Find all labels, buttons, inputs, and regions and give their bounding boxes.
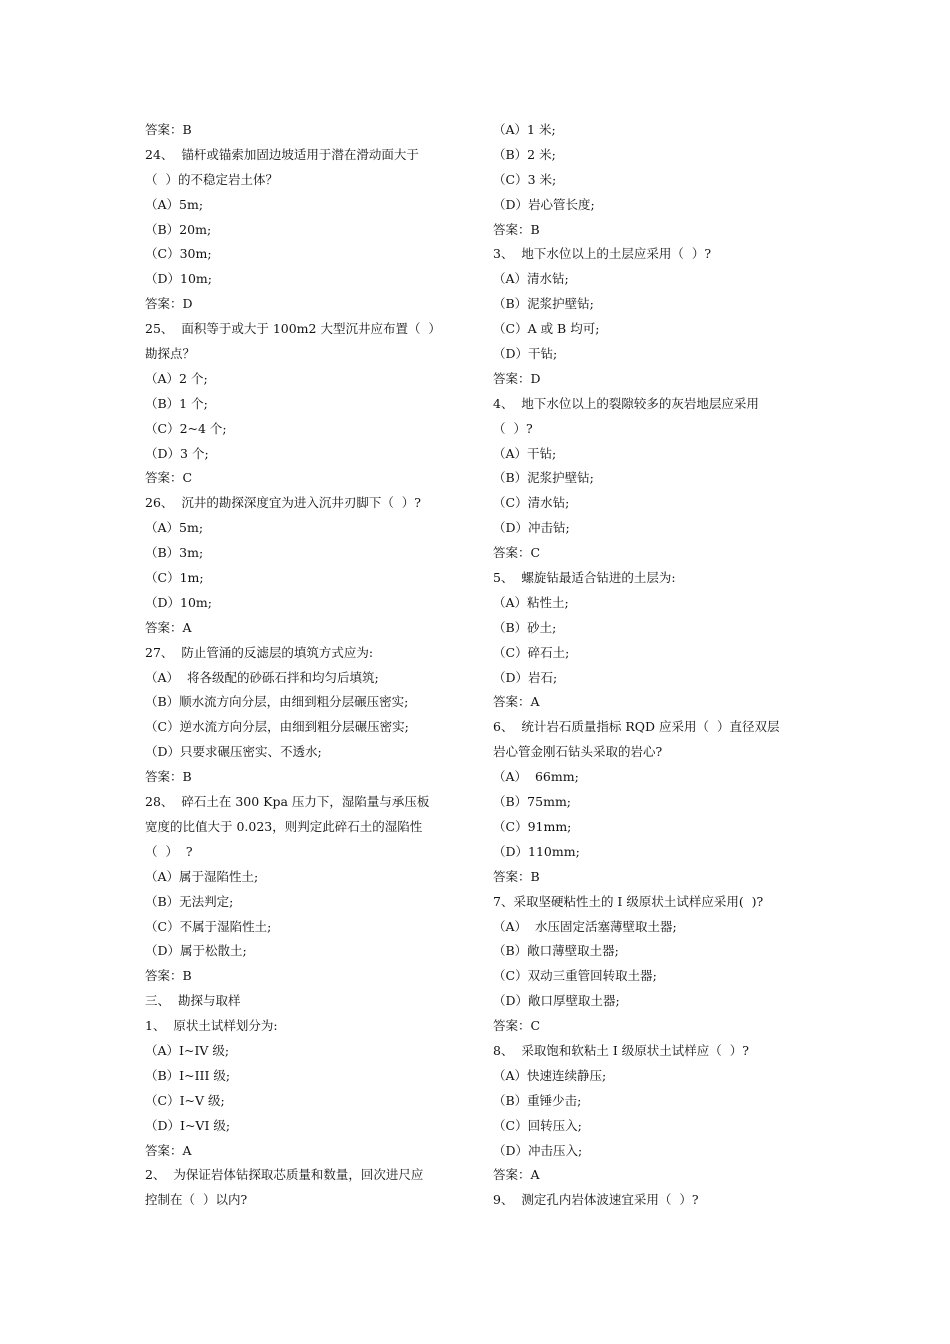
text-line: 24、 锚杆或锚索加固边坡适用于潜在滑动面大于	[145, 146, 419, 162]
text-line: （D）属于松散土;	[145, 943, 247, 959]
text-line: 三、 勘探与取样	[145, 993, 241, 1009]
text-line: （A）2 个;	[145, 370, 208, 386]
text-line: （D）岩石;	[493, 669, 558, 685]
text-line: （D）干钻;	[493, 346, 558, 362]
text-line: （D）只要求碾压密实、不透水;	[145, 744, 322, 760]
text-line: 4、 地下水位以上的裂隙较多的灰岩地层应采用	[493, 395, 759, 411]
text-line: （ ）?	[493, 420, 533, 436]
text-line: 7、采取坚硬粘性土的 I 级原状土试样应采用( )?	[493, 893, 764, 909]
text-line: （D）I~VI 级;	[145, 1117, 231, 1133]
text-line: （C）碎石土;	[493, 644, 570, 660]
text-line: （C）30m;	[145, 246, 212, 262]
text-line: （D）冲击压入;	[493, 1142, 583, 1158]
right-column	[493, 118, 813, 1213]
text-line: 2、 为保证岩体钻探取芯质量和数量，回次进尺应	[145, 1167, 424, 1183]
text-line: （A） 66mm;	[493, 769, 579, 785]
text-line: （ ） ?	[145, 843, 193, 859]
text-line: （B）无法判定;	[145, 893, 234, 909]
text-line: 26、 沉井的勘探深度宜为进入沉井刃脚下（ ）?	[145, 495, 422, 511]
text-line: （A）干钻;	[493, 445, 557, 461]
text-line: （A）属于湿陷性土;	[145, 868, 259, 884]
text-line: （B）I~III 级;	[145, 1067, 231, 1083]
text-line: （B）泥浆护壁钻;	[493, 470, 594, 486]
text-line: （C）逆水流方向分层，由细到粗分层碾压密实;	[145, 719, 409, 735]
text-line: 控制在（ ）以内?	[145, 1192, 248, 1208]
text-line: （D）岩心管长度;	[493, 196, 595, 212]
text-line: （B）3m;	[145, 545, 204, 561]
text-line: （B）顺水流方向分层，由细到粗分层碾压密实;	[145, 694, 409, 710]
text-line: 答案：D	[493, 370, 541, 386]
text-line: （A）粘性土;	[493, 594, 569, 610]
text-line: （A）清水钻;	[493, 271, 569, 287]
text-line: 25、 面积等于或大于 100m2 大型沉井应布置（ ）	[145, 321, 441, 337]
text-line: （B）2 米;	[493, 146, 556, 162]
text-line: 28、 碎石土在 300 Kpa 压力下，湿陷量与承压板	[145, 794, 430, 810]
text-line: 答案：B	[145, 968, 192, 984]
text-line: 答案：A	[145, 1142, 192, 1158]
text-line: （C）2~4 个;	[145, 420, 227, 436]
text-line: 5、 螺旋钻最适合钻进的土层为:	[493, 570, 676, 586]
text-line: （B）砂土;	[493, 619, 557, 635]
text-line: 答案：C	[493, 545, 541, 561]
text-line: （A）快速连续静压;	[493, 1067, 607, 1083]
text-line: 勘探点？	[145, 346, 196, 362]
text-line: 答案：C	[493, 1018, 541, 1034]
text-line: （B）泥浆护壁钻;	[493, 296, 594, 312]
text-line: （C）A 或 B 均可;	[493, 321, 600, 337]
text-line: （D）10m;	[145, 271, 212, 287]
text-line: 答案：A	[493, 694, 540, 710]
text-line: （D）3 个;	[145, 445, 209, 461]
text-line: 答案：A	[493, 1167, 540, 1183]
text-line: （A）5m;	[145, 520, 204, 536]
text-line: 答案：C	[145, 470, 193, 486]
text-line: （A）I~IV 级;	[145, 1042, 230, 1058]
text-line: （D）110mm;	[493, 843, 580, 859]
text-line: （A）5m;	[145, 196, 204, 212]
text-line: （C）1m;	[145, 570, 204, 586]
text-line: （D）敞口厚壁取土器;	[493, 993, 620, 1009]
text-line: 答案：B	[493, 868, 540, 884]
text-line: （B）1 个;	[145, 395, 208, 411]
text-line: 1、 原状土试样划分为:	[145, 1018, 278, 1034]
text-line: （B）重锤少击;	[493, 1092, 582, 1108]
text-line: （D）10m;	[145, 594, 212, 610]
text-line: 27、 防止管涌的反滤层的填筑方式应为:	[145, 644, 374, 660]
text-line: 答案：D	[145, 296, 193, 312]
text-line: （A）1 米;	[493, 122, 556, 137]
text-line: （A） 水压固定活塞薄壁取土器;	[493, 918, 677, 934]
text-line: （C）3 米;	[493, 171, 557, 187]
text-line: （C）91mm;	[493, 818, 572, 834]
left-column	[145, 118, 465, 1213]
text-line: （C）回转压入;	[493, 1117, 582, 1133]
text-line: 岩心管金刚石钻头采取的岩心?	[493, 744, 663, 760]
text-line: 答案：A	[145, 619, 192, 635]
text-line: 9、 测定孔内岩体波速宜采用（ ）?	[493, 1192, 699, 1208]
text-line: （D）冲击钻;	[493, 520, 570, 536]
text-line: （B）20m;	[145, 221, 212, 237]
text-line: （B）敞口薄壁取土器;	[493, 943, 619, 959]
text-line: 答案：B	[145, 769, 192, 785]
text-line: （C）清水钻;	[493, 495, 570, 511]
text-line: 答案：B	[493, 221, 540, 237]
text-line: （C）I~V 级;	[145, 1092, 225, 1108]
text-line: （A） 将各级配的砂砾石拌和均匀后填筑;	[145, 669, 379, 685]
text-line: 宽度的比值大于 0.023，则判定此碎石土的湿陷性	[145, 818, 423, 834]
text-line: 3、 地下水位以上的土层应采用（ ）?	[493, 246, 712, 262]
text-line: （ ）的不稳定岩土体？	[145, 171, 278, 187]
text-line: 8、 采取饱和软粘土 I 级原状土试样应（ ）?	[493, 1042, 749, 1058]
text-line: （C）双动三重管回转取土器;	[493, 968, 657, 984]
text-line: （B）75mm;	[493, 794, 572, 810]
text-line: 6、 统计岩石质量指标 RQD 应采用（ ）直径双层	[493, 719, 780, 735]
text-line: 答案：B	[145, 122, 192, 137]
text-line: （C）不属于湿陷性土;	[145, 918, 272, 934]
